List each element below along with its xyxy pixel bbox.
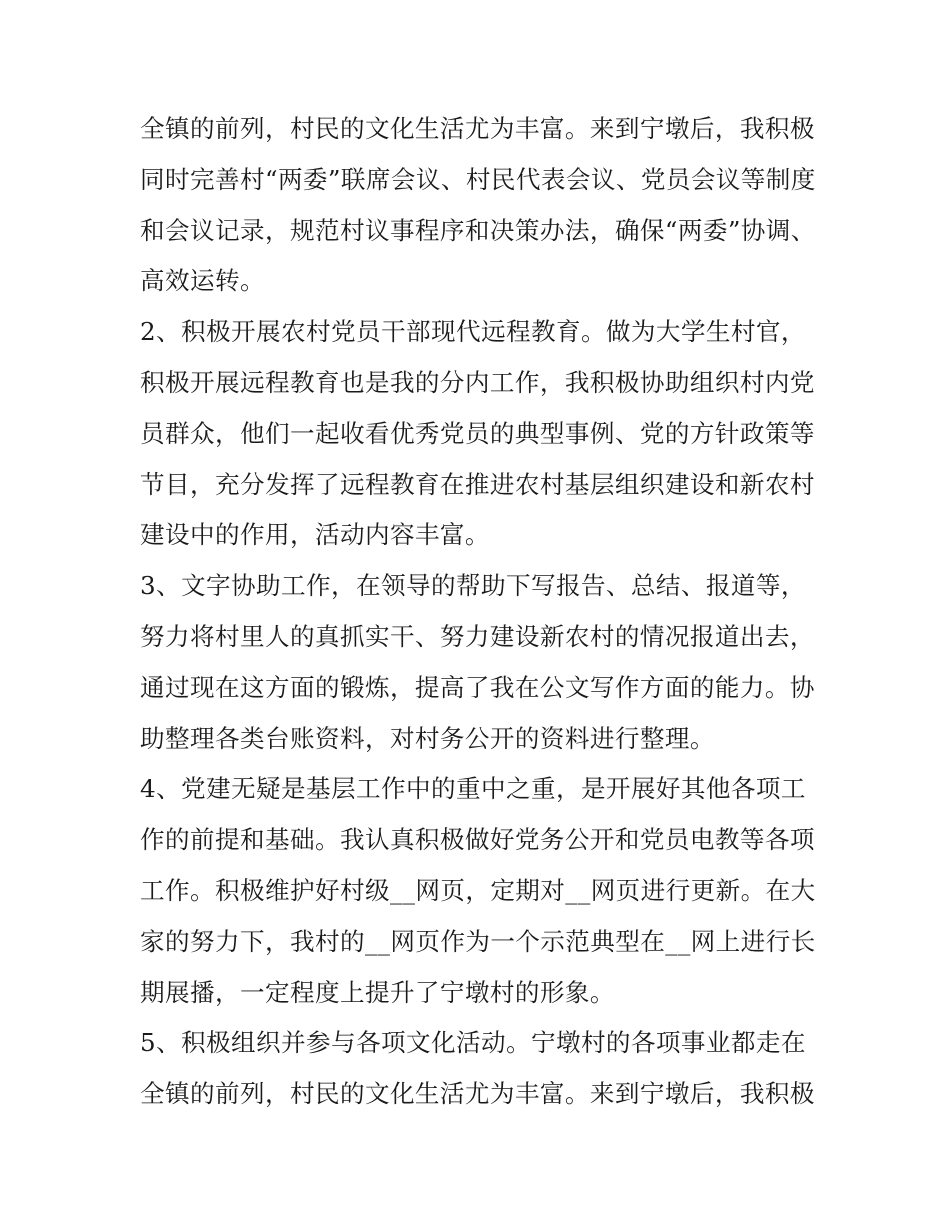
text-line: 节目，充分发挥了远程教育在推进农村基层组织建设和新农村 <box>140 469 815 499</box>
text-line: 员群众，他们一起收看优秀党员的典型事例、党的方针政策等 <box>140 418 815 448</box>
text-line: 5、积极组织并参与各项文化活动。宁墩村的各项事业都走在 <box>140 1028 806 1058</box>
text-line: 积极开展远程教育也是我的分内工作，我积极协助组织村内党 <box>140 367 815 397</box>
text-line: 和会议记录，规范村议事程序和决策办法，确保“两委”协调、 <box>140 215 816 245</box>
text-line: 全镇的前列，村民的文化生活尤为丰富。来到宁墩后，我积极 <box>140 1079 815 1109</box>
text-line: 通过现在这方面的锻炼，提高了我在公文写作方面的能力。协 <box>140 672 815 702</box>
text-line: 作的前提和基础。我认真积极做好党务公开和党员电教等各项 <box>140 825 815 855</box>
text-line: 同时完善村“两委”联席会议、村民代表会议、党员会议等制度 <box>140 164 816 194</box>
text-line: 2、积极开展农村党员干部现代远程教育。做为大学生村官， <box>140 317 806 347</box>
text-line: 工作。积极维护好村级__网页，定期对__网页进行更新。在大 <box>140 875 816 905</box>
body-text <box>140 104 830 1120</box>
text-line: 建设中的作用，活动内容丰富。 <box>140 520 490 550</box>
text-line: 助整理各类台账资料，对村务公开的资料进行整理。 <box>140 723 715 753</box>
text-line: 家的努力下，我村的__网页作为一个示范典型在__网上进行长 <box>140 926 816 956</box>
text-line: 高效运转。 <box>140 266 265 296</box>
text-line: 全镇的前列，村民的文化生活尤为丰富。来到宁墩后，我积极 <box>140 114 815 143</box>
text-line: 期展播，一定程度上提升了宁墩村的形象。 <box>140 977 615 1007</box>
text-line: 3、文字协助工作，在领导的帮助下写报告、总结、报道等， <box>140 571 806 601</box>
text-line: 4、党建无疑是基层工作中的重中之重，是开展好其他各项工 <box>140 774 806 804</box>
text-line: 努力将村里人的真抓实干、努力建设新农村的情况报道出去， <box>140 621 815 651</box>
